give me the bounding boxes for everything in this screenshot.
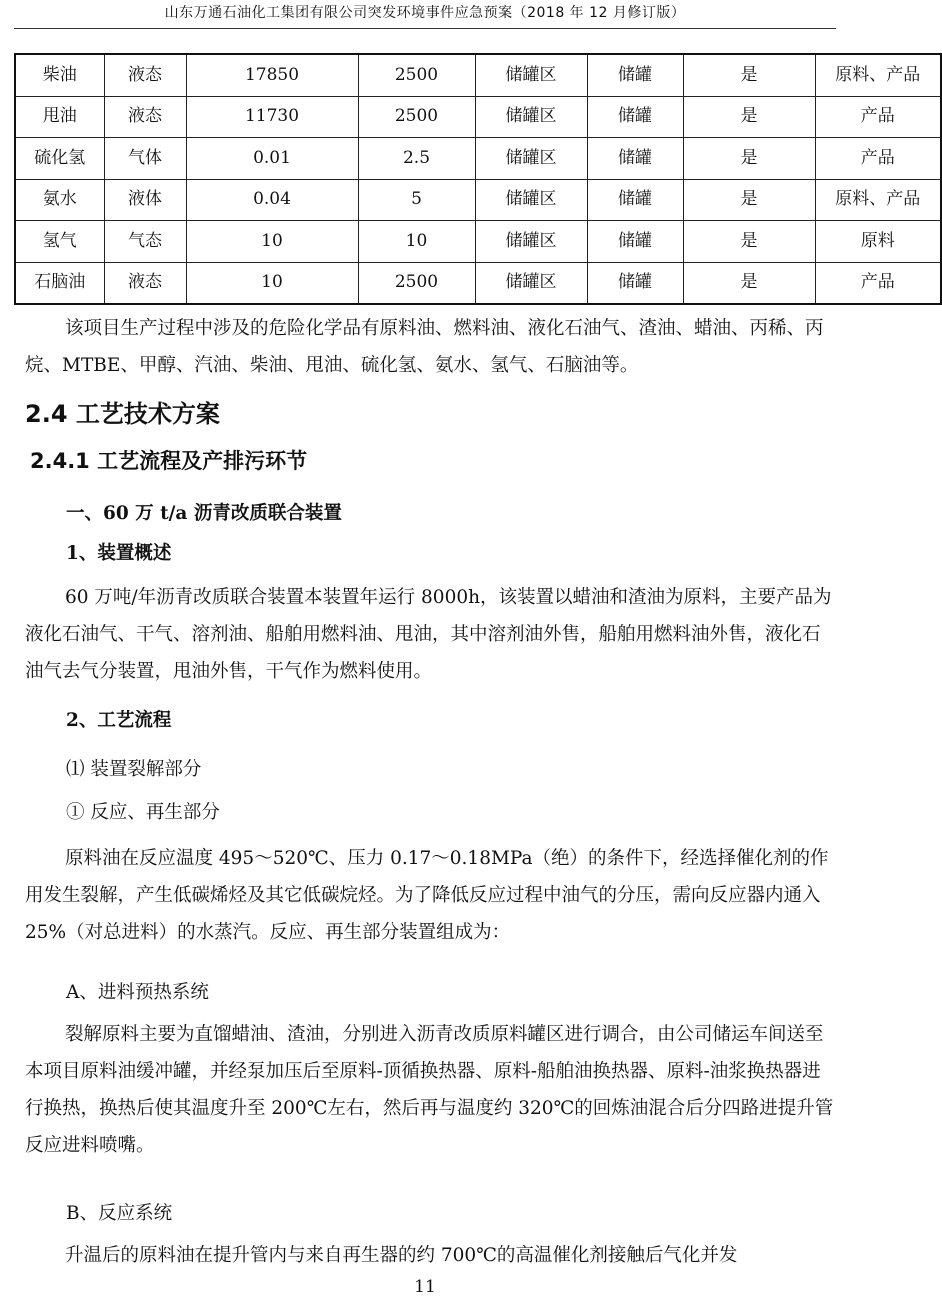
table-row	[15, 96, 941, 138]
table-cell: 原料、产品	[815, 54, 941, 96]
table-cell: 储罐	[587, 179, 683, 221]
table-cell: 是	[683, 54, 815, 96]
table-cell: 氨水	[15, 179, 104, 221]
table-cell: 液态	[104, 96, 186, 138]
table-cell: 储罐区	[475, 221, 587, 263]
table-cell: 储罐	[587, 138, 683, 180]
table-cell: 5	[358, 179, 475, 221]
table-row	[15, 221, 941, 263]
page-number: 11	[414, 1277, 436, 1297]
reaction-paragraph: 原料油在反应温度 495～520℃、压力 0.17～0.18MPa（绝）的条件下，经选择催化剂的作用发生裂解，产生低碳烯烃及其它低碳烷烃。为了降低反应过程中油气的分压，需向反应器内通入 25%（对总进料）的水蒸汽。反应、再生部分装置组成为：	[25, 848, 829, 943]
table-cell: 产品	[815, 262, 941, 304]
table-cell: 产品	[815, 96, 941, 138]
page-header	[14, 2, 836, 29]
table-cell: 甩油	[15, 96, 104, 138]
reactor-title: B、反应系统	[66, 1203, 173, 1224]
unit-title: 一、60 万 t/a 沥青改质联合装置	[66, 503, 342, 524]
overview-paragraph: 60 万吨/年沥青改质联合装置本装置年运行 8000h，该装置以蜡油和渣油为原料，主要产品为液化石油气、干气、溶剂油、船舶用燃料油、甩油，其中溶剂油外售，船舶用燃料油外售，液化石油气去气分装置，甩油外售，干气作为燃料使用。	[25, 587, 832, 682]
chemicals-table	[14, 53, 942, 305]
feed-paragraph: 裂解原料主要为直馏蜡油、渣油，分别进入沥青改质原料罐区进行调合，由公司储运车间送至本项目原料油缓冲罐，并经泵加压后至原料-顶循换热器、原料-船舶油换热器、原料-油浆换热器进行换热，换热后使其温度升至 200℃左右，然后再与温度约 320℃的回炼油混合后分四路进提升管反应进料喷嘴。	[25, 1024, 834, 1156]
table-cell: 是	[683, 179, 815, 221]
table-cell: 储罐区	[475, 262, 587, 304]
table-cell: 石脑油	[15, 262, 104, 304]
table-cell: 产品	[815, 138, 941, 180]
table-cell: 2500	[358, 54, 475, 96]
table-row	[15, 54, 941, 96]
table-cell: 2500	[358, 96, 475, 138]
table-cell: 储罐区	[475, 96, 587, 138]
intro-paragraph: 该项目生产过程中涉及的危险化学品有原料油、燃料油、液化石油气、渣油、蜡油、丙稀、丙烷、MTBE、甲醇、汽油、柴油、甩油、硫化氢、氨水、氢气、石脑油等。	[25, 318, 824, 376]
table-cell: 储罐	[587, 54, 683, 96]
overview-title: 1、装置概述	[66, 543, 172, 564]
table-cell: 是	[683, 262, 815, 304]
cracking-title: ⑴ 装置裂解部分	[66, 759, 202, 780]
table-cell: 2.5	[358, 138, 475, 180]
table-cell: 11730	[186, 96, 358, 138]
process-title: 2、工艺流程	[66, 710, 172, 731]
table-cell: 液态	[104, 262, 186, 304]
feed-title: A、进料预热系统	[66, 982, 209, 1003]
table-cell: 原料、产品	[815, 179, 941, 221]
table-cell: 储罐	[587, 96, 683, 138]
table-row	[15, 138, 941, 180]
subsection-title: 2.4.1 工艺流程及产排污环节	[30, 449, 308, 473]
table-cell: 是	[683, 221, 815, 263]
table-cell: 气态	[104, 221, 186, 263]
table-cell: 气体	[104, 138, 186, 180]
table-cell: 10	[186, 262, 358, 304]
table-cell: 是	[683, 96, 815, 138]
table-cell: 0.04	[186, 179, 358, 221]
section-title: 2.4 工艺技术方案	[25, 400, 220, 428]
table-cell: 储罐	[587, 221, 683, 263]
table-cell: 柴油	[15, 54, 104, 96]
table-cell: 储罐区	[475, 138, 587, 180]
reaction-title: ① 反应、再生部分	[66, 802, 220, 823]
table-row	[15, 179, 941, 221]
header-title: 山东万通石油化工集团有限公司突发环境事件应急预案（2018 年 12 月修订版）	[164, 5, 686, 21]
reactor-paragraph: 升温后的原料油在提升管内与来自再生器的约 700℃的高温催化剂接触后气化并发	[65, 1245, 738, 1266]
table-cell: 是	[683, 138, 815, 180]
table-cell: 2500	[358, 262, 475, 304]
table-cell: 10	[358, 221, 475, 263]
table-cell: 17850	[186, 54, 358, 96]
table-cell: 硫化氢	[15, 138, 104, 180]
table-cell: 液体	[104, 179, 186, 221]
table-cell: 液态	[104, 54, 186, 96]
table-cell: 氢气	[15, 221, 104, 263]
table-cell: 原料	[815, 221, 941, 263]
table-cell: 0.01	[186, 138, 358, 180]
table-cell: 储罐区	[475, 54, 587, 96]
table-cell: 10	[186, 221, 358, 263]
table-cell: 储罐区	[475, 179, 587, 221]
table-row	[15, 262, 941, 304]
table-cell: 储罐	[587, 262, 683, 304]
